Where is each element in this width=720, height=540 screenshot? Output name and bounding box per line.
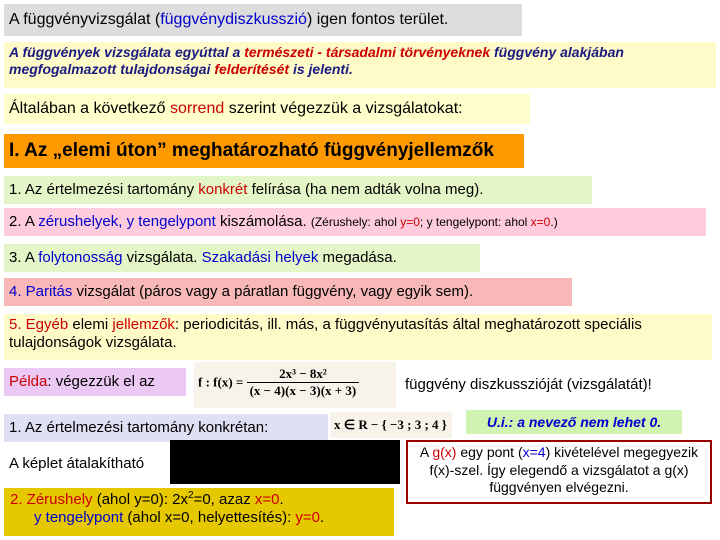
step1-text-3: felírása (ha nem adták volna meg). <box>247 181 484 198</box>
zero-text-1: (ahol y=0): 2x <box>92 491 189 508</box>
step1-text-1: 1. Az értelmezési tartomány <box>9 181 199 198</box>
intro-text-5: is jelenti. <box>289 60 353 77</box>
step5-text-1: 5. Egyéb <box>9 316 69 333</box>
order-text-1: Általában a következő <box>9 100 170 117</box>
formula-denominator: (x − 4)(x − 3)(x + 3) <box>249 383 357 398</box>
yint-text-2: . <box>320 509 325 526</box>
domain-hint: U.i.: a nevező nem lehet 0. <box>466 410 682 434</box>
section1-heading: I. Az „elemi úton” meghatározható függvényjellemzők <box>4 134 524 168</box>
step1-text-2: konkrét <box>198 181 248 198</box>
step2-box <box>4 208 706 236</box>
step5-text-3: jellemzők <box>112 316 175 333</box>
step2-text-2: zérushelyek, y tengelypont <box>38 213 216 230</box>
yint-value: y=0 <box>295 509 321 526</box>
step3-text-5: megadása. <box>318 249 397 266</box>
zero-value: x=0 <box>254 491 280 508</box>
step3-text-3: vizsgálata. <box>122 249 202 266</box>
zero-box <box>4 488 394 536</box>
example-suffix: függvény diszkusszióját (vizsgálatát)! <box>405 376 652 393</box>
step2-text-1: 2. A <box>9 213 39 230</box>
step3-text-2: folytonosság <box>38 249 123 266</box>
gx-note-text-1: A <box>419 444 433 460</box>
zero-sup: 2 <box>188 490 194 501</box>
zero-line-2 <box>10 509 389 527</box>
order-text-3: szerint végezzük a vizsgálatokat: <box>224 100 463 117</box>
gx-note-text-3: egy pont ( <box>456 444 523 460</box>
gx-note-text-4: x=4 <box>522 444 546 460</box>
domain-set: x ∈ R − { −3 ; 3 ; 4 } <box>330 412 452 438</box>
step2-note-4: x=0 <box>530 215 551 229</box>
example-formula <box>194 362 396 408</box>
step1-box <box>4 176 592 204</box>
step2-note-5: .) <box>550 215 558 229</box>
gx-note-box <box>406 440 712 504</box>
example-label: Példa <box>9 373 48 390</box>
yint-label: y tengelypont <box>34 509 124 526</box>
title-text-2: függvénydiszkusszió <box>160 11 307 28</box>
step5-text-2: elemi <box>68 316 113 333</box>
title-box <box>4 4 522 36</box>
formula-prefix: f : f(x) = <box>198 374 244 390</box>
step2-note-1: (Zérushely: ahol <box>310 215 401 229</box>
example-text: : végezzük el az <box>47 373 155 390</box>
intro-text-4: felderítését <box>214 60 290 77</box>
formula-fraction <box>247 366 360 399</box>
yint-text-1: (ahol x=0, helyettesítés): <box>123 509 296 526</box>
intro-box <box>4 42 716 88</box>
step3-text-4: Szakadási helyek <box>201 249 319 266</box>
redacted-formula-block <box>170 440 400 484</box>
step2-text-3: kiszámolása. <box>215 213 311 230</box>
intro-text-1: A függvények vizsgálata egyúttal a <box>9 44 245 60</box>
domain-box: 1. Az értelmezési tartomány konkrétan: <box>4 414 328 442</box>
gx-note-text-5: ) kivételével megegyezik f(x)-szel. Így elegendő a vizsgálatot a g(x) függvényen elvégezni. <box>429 444 699 495</box>
intro-text-2: természeti - társadalmi törvényeknek <box>244 44 491 60</box>
title-text-1: A függvényvizsgálat ( <box>9 11 161 28</box>
zero-line-1 <box>10 490 389 509</box>
step3-box <box>4 244 480 272</box>
order-box <box>4 94 530 124</box>
example-box <box>4 368 186 396</box>
step3-text-1: 3. A <box>9 249 39 266</box>
step4-text-2: vizsgálat (páros vagy a páratlan függvény, vagy egyik sem). <box>72 283 474 300</box>
step2-note-2: y=0 <box>400 215 420 229</box>
step4-text-1: 4. Paritás <box>9 283 73 300</box>
step2-note-3: ; y tengelypont: ahol <box>419 215 531 229</box>
zero-text-3: . <box>279 491 284 508</box>
zero-label: 2. Zérushely <box>10 491 93 508</box>
title-text-3: ) igen fontos terület. <box>306 11 449 28</box>
simplify-label: A képlet átalakítható <box>9 455 145 472</box>
formula-numerator: 2x³ − 8x² <box>247 366 360 383</box>
step4-box <box>4 278 572 306</box>
step5-text-4: : periodicitás, ill. más, a függvényutasítás által meghatározott speciális tulajdonságok vizsgálata. <box>9 316 642 351</box>
intro-text-3: függvény alakjában megfogalmazott tulajdonságai <box>9 44 624 77</box>
zero-text-2: =0, azaz <box>193 491 255 508</box>
order-text-2: sorrend <box>170 100 225 117</box>
gx-note-text-2: g(x) <box>432 444 457 460</box>
step5-box <box>4 314 712 360</box>
